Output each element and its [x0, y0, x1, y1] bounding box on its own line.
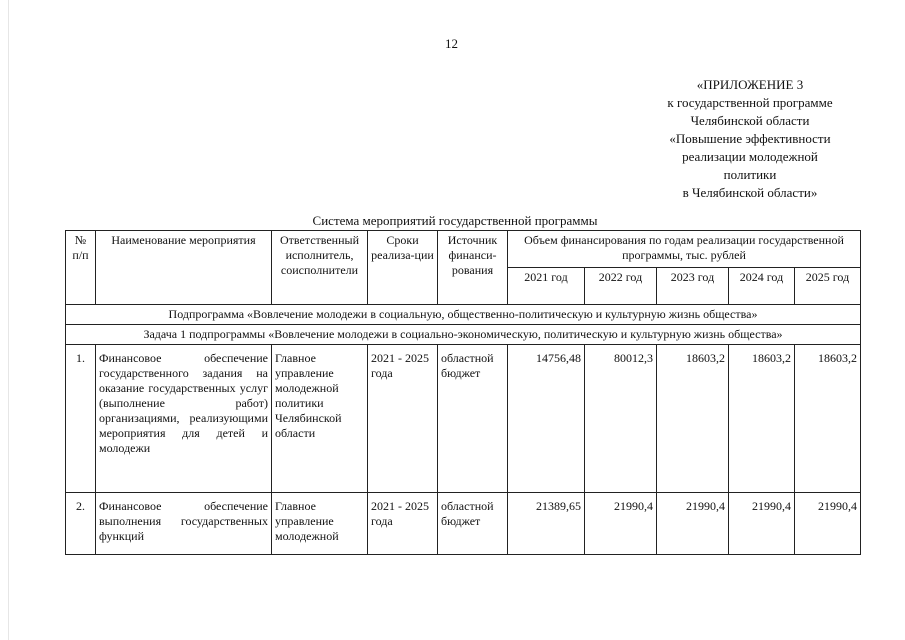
- row-value: 21990,4: [585, 493, 657, 555]
- row-value: 18603,2: [795, 345, 861, 493]
- row-source: областной бюджет: [438, 345, 508, 493]
- row-value: 21389,65: [508, 493, 585, 555]
- appendix-line: к государственной программе: [667, 95, 833, 110]
- subprogram-title: Подпрограмма «Вовлечение молодежи в социальную, общественно-политическую и культурную жизнь общества»: [66, 305, 861, 325]
- page-edge-line: [8, 0, 9, 640]
- table-title: Система мероприятий государственной программы: [312, 213, 598, 228]
- header-terms: Сроки реализа-ции: [368, 231, 438, 305]
- header-executor: Ответственный исполнитель, соисполнители: [272, 231, 368, 305]
- row-executor: Главное управление молодежной: [272, 493, 368, 555]
- row-value: 18603,2: [729, 345, 795, 493]
- appendix-line: Челябинской области: [690, 113, 810, 128]
- row-value: 80012,3: [585, 345, 657, 493]
- header-name: Наименование мероприятия: [96, 231, 272, 305]
- appendix-line: политики: [723, 167, 777, 182]
- row-terms: 2021 - 2025 года: [368, 493, 438, 555]
- table-header-row: [66, 231, 861, 268]
- header-source: Источник финанси-рования: [438, 231, 508, 305]
- row-value: 21990,4: [657, 493, 729, 555]
- table-row: [66, 345, 861, 493]
- row-name: Финансовое обеспечение выполнения государственных функций: [96, 493, 272, 555]
- header-year: 2022 год: [585, 268, 657, 305]
- appendix-line: «ПРИЛОЖЕНИЕ 3: [696, 77, 804, 92]
- row-source: областной бюджет: [438, 493, 508, 555]
- row-name: Финансовое обеспечение государственного задания на оказание государственных услуг (выполнение работ) организациями, реализующими мероприятия для детей и молодежи: [96, 345, 272, 493]
- page-number: 12: [445, 36, 458, 51]
- subprogram-row: [66, 305, 861, 325]
- header-year: 2023 год: [657, 268, 729, 305]
- task-title: Задача 1 подпрограммы «Вовлечение молодежи в социально-экономическую, политическую и культурную жизнь общества»: [66, 325, 861, 345]
- row-value: 14756,48: [508, 345, 585, 493]
- appendix-line: в Челябинской области»: [682, 185, 818, 200]
- appendix-line: «Повышение эффективности: [669, 131, 831, 146]
- appendix-header: [600, 76, 900, 202]
- header-funding: Объем финансирования по годам реализации государственной программы, тыс. рублей: [508, 231, 861, 268]
- row-num: 2.: [66, 493, 96, 555]
- task-row: [66, 325, 861, 345]
- row-terms: 2021 - 2025 года: [368, 345, 438, 493]
- row-value: 18603,2: [657, 345, 729, 493]
- row-executor: Главное управление молодежной политики Челябинской области: [272, 345, 368, 493]
- header-year: 2021 год: [508, 268, 585, 305]
- table-row: [66, 493, 861, 555]
- appendix-line: реализации молодежной: [682, 149, 818, 164]
- header-num: № п/п: [66, 231, 96, 305]
- header-year: 2024 год: [729, 268, 795, 305]
- row-value: 21990,4: [795, 493, 861, 555]
- row-value: 21990,4: [729, 493, 795, 555]
- row-num: 1.: [66, 345, 96, 493]
- header-year: 2025 год: [795, 268, 861, 305]
- program-table: [65, 230, 861, 555]
